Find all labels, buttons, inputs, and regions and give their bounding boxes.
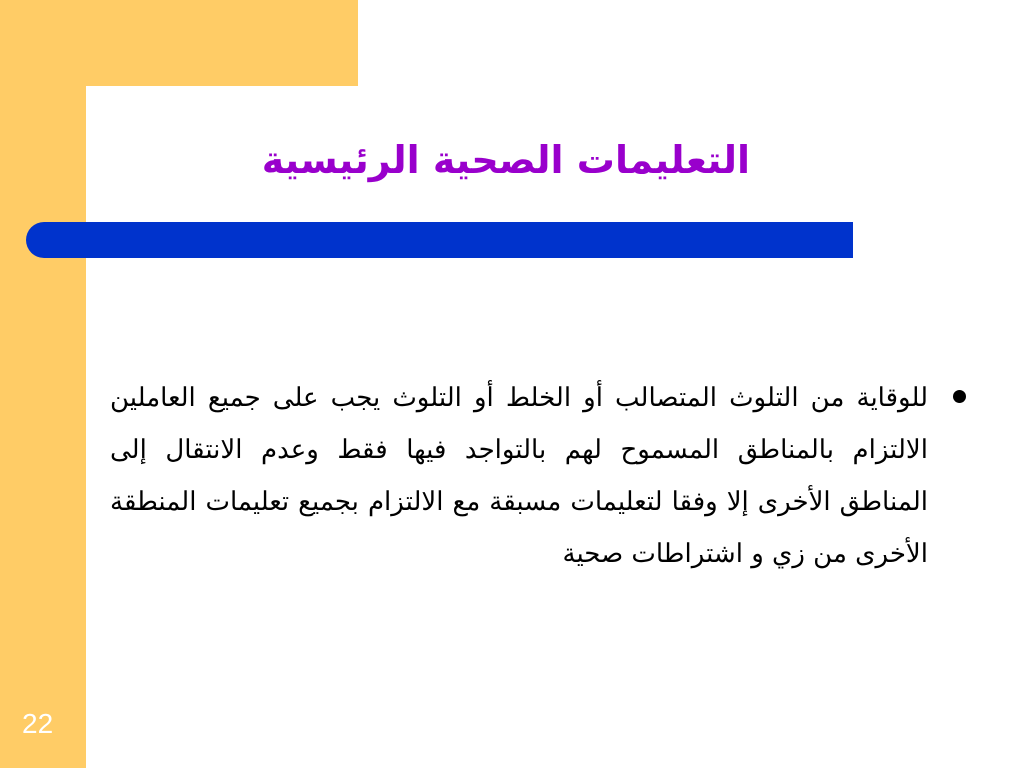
slide-number: 22 — [22, 708, 54, 739]
decorative-band-left — [0, 0, 86, 768]
bullet-item — [110, 372, 970, 580]
decorative-corner — [86, 86, 146, 146]
slide-body — [110, 372, 970, 580]
bullet-text: للوقاية من التلوث المتصالب أو الخلط أو التلوث يجب على جميع العاملين الالتزام بالمناطق المسموح لهم بالتواجد فيها فقط وعدم الانتقال إلى المناطق الأخرى إلا وفقا لتعليمات مسبقة مع الالتزام بجميع تعليمات المنطقة الأخرى من زي و اشتراطات صحية — [110, 383, 928, 569]
decorative-band-top — [0, 0, 358, 86]
slide-title: التعليمات الصحية الرئيسية — [261, 138, 750, 182]
bullet-icon — [953, 390, 966, 403]
title-divider-bar — [26, 222, 853, 258]
